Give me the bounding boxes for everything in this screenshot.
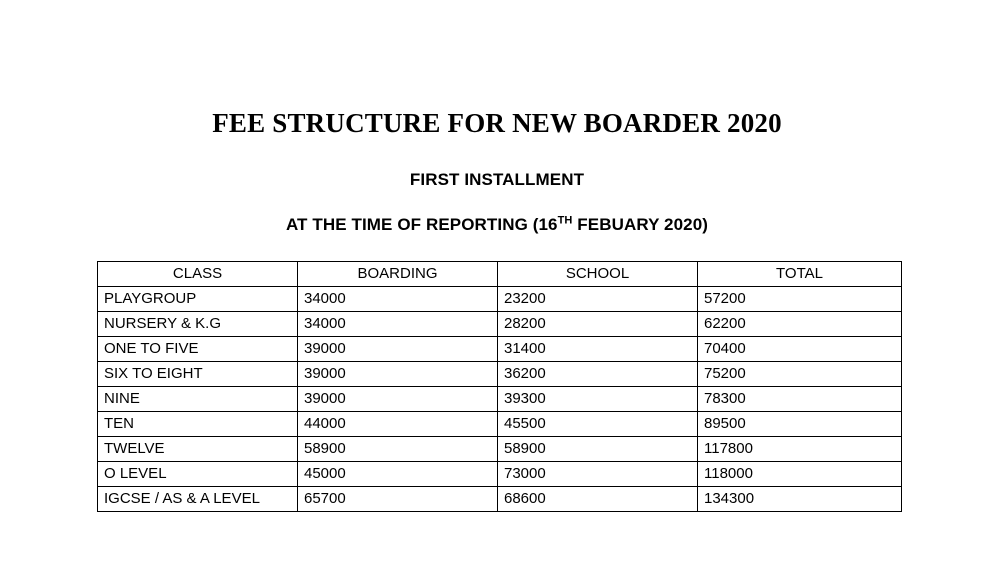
cell-boarding: 34000 bbox=[298, 312, 498, 337]
installment-subtitle: FIRST INSTALLMENT bbox=[409, 170, 585, 189]
cell-boarding: 34000 bbox=[298, 287, 498, 312]
cell-total: 134300 bbox=[698, 487, 902, 512]
table-body bbox=[98, 287, 902, 512]
page-title: FEE STRUCTURE FOR NEW BOARDER 2020 bbox=[212, 108, 782, 138]
table-row bbox=[98, 362, 902, 387]
cell-school: 28200 bbox=[498, 312, 698, 337]
cell-total: 70400 bbox=[698, 337, 902, 362]
cell-school: 45500 bbox=[498, 412, 698, 437]
cell-total: 57200 bbox=[698, 287, 902, 312]
cell-school: 68600 bbox=[498, 487, 698, 512]
table-row bbox=[98, 412, 902, 437]
cell-class: ONE TO FIVE bbox=[98, 337, 298, 362]
table-row bbox=[98, 437, 902, 462]
cell-boarding: 39000 bbox=[298, 337, 498, 362]
table-header-row bbox=[98, 262, 902, 287]
cell-class: NURSERY & K.G bbox=[98, 312, 298, 337]
table-row bbox=[98, 462, 902, 487]
cell-boarding: 39000 bbox=[298, 387, 498, 412]
reporting-date-ordinal-suffix: TH bbox=[557, 214, 573, 227]
cell-class: NINE bbox=[98, 387, 298, 412]
cell-class: SIX TO EIGHT bbox=[98, 362, 298, 387]
cell-school: 23200 bbox=[498, 287, 698, 312]
cell-school: 58900 bbox=[498, 437, 698, 462]
column-header-class: CLASS bbox=[98, 262, 298, 287]
cell-class: PLAYGROUP bbox=[98, 287, 298, 312]
cell-total: 118000 bbox=[698, 462, 902, 487]
cell-total: 117800 bbox=[698, 437, 902, 462]
reporting-date-prefix: AT THE TIME OF REPORTING (16 bbox=[285, 215, 558, 234]
cell-school: 31400 bbox=[498, 337, 698, 362]
cell-boarding: 44000 bbox=[298, 412, 498, 437]
cell-school: 73000 bbox=[498, 462, 698, 487]
column-header-school: SCHOOL bbox=[498, 262, 698, 287]
table-row bbox=[98, 387, 902, 412]
cell-boarding: 58900 bbox=[298, 437, 498, 462]
cell-total: 89500 bbox=[698, 412, 902, 437]
cell-total: 78300 bbox=[698, 387, 902, 412]
cell-school: 36200 bbox=[498, 362, 698, 387]
fee-structure-table bbox=[97, 261, 902, 512]
table-row bbox=[98, 487, 902, 512]
cell-class: O LEVEL bbox=[98, 462, 298, 487]
cell-class: IGCSE / AS & A LEVEL bbox=[98, 487, 298, 512]
cell-boarding: 39000 bbox=[298, 362, 498, 387]
column-header-total: TOTAL bbox=[698, 262, 902, 287]
column-header-boarding: BOARDING bbox=[298, 262, 498, 287]
reporting-date-subtitle bbox=[0, 215, 994, 235]
reporting-date-month-year: FEBUARY 2020) bbox=[572, 215, 709, 234]
cell-school: 39300 bbox=[498, 387, 698, 412]
cell-total: 62200 bbox=[698, 312, 902, 337]
cell-total: 75200 bbox=[698, 362, 902, 387]
cell-boarding: 45000 bbox=[298, 462, 498, 487]
cell-class: TWELVE bbox=[98, 437, 298, 462]
table-row bbox=[98, 287, 902, 312]
table-row bbox=[98, 337, 902, 362]
table-row bbox=[98, 312, 902, 337]
cell-class: TEN bbox=[98, 412, 298, 437]
cell-boarding: 65700 bbox=[298, 487, 498, 512]
